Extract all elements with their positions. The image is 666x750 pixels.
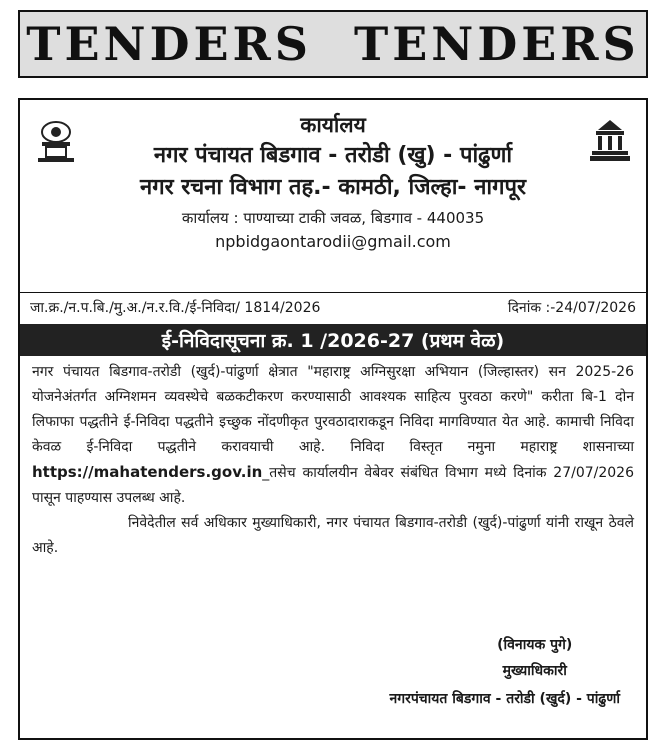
tender-portal-link: https://mahatenders.gov.in [32, 463, 263, 481]
signatory-office: नगरपंचायत बिडगाव - तरोडी (खुर्द) - पांढुर्णा [389, 691, 620, 707]
department-name: नगर रचना विभाग तह.- कामठी, जिल्हा- नागपूर [139, 175, 526, 200]
office-email: npbidgaontarodii@gmail.com [215, 232, 451, 251]
building-emblem-icon [586, 116, 634, 164]
notice-body [32, 360, 634, 561]
signature-block [389, 632, 620, 714]
paragraph-1-text: नगर पंचायत बिडगाव-तरोडी (खुर्द)-पांढुर्णा क्षेत्रात "महाराष्ट्र अग्निसुरक्षा अभियान (जिल्हास्तर) सन 2025-26 योजनेअंतर्गत अग्निशमन व्यवस्थेचे बळकटीकरण करण्यासाठी आवश्यक साहित्य पुरवठा करणे" करीता बि-1 दोन लिफाफा पद्धतीने ई-निविदा पद्धतीने इच्छुक नोंदणीकृत पुरवठादाराकडून निविदा मागविण्यात येत आहे. कामाची निविदा केवळ ई-निविदा पद्धतीने करावयाची आहे. निविदा विस्तृत नमुना महाराष्ट्र शासनाच्या [32, 364, 634, 455]
office-heading: कार्यालय [300, 113, 366, 137]
signatory-name: (विनायक पुगे) [497, 637, 573, 653]
reference-number: जा.क्र./न.प.बि./मु.अ./न.र.वि./ई-निविदा/ 1814/2026 [30, 300, 321, 316]
notice-paragraph-2: निवेदेतील सर्व अधिकार मुख्याधिकारी, नगर पंचायत बिडगाव-तरोडी (खुर्द)-पांढुर्णा यांनी राखून ठेवले आहे. [32, 515, 634, 556]
signatory-designation: मुख्याधिकारी [502, 663, 567, 679]
emblem-icon [32, 116, 80, 164]
banner-title: TENDERS TENDERS [26, 17, 640, 71]
notice-title: ई-निविदासूचना क्र. 1 /2026-27 (प्रथम वेळ) [161, 330, 505, 352]
paragraph-1-tail: _तसेच कार्यालयीन वेबेवर संबंधित विभाग मध्ये दिनांक 27/07/2026 पासून पाहण्यास उपलब्ध आहे. [32, 465, 634, 506]
notice-header [80, 110, 586, 254]
organization-name: नगर पंचायत बिडगाव - तरोडी (खु) - पांढुर्णा [153, 143, 513, 168]
notice-paragraph-1 [32, 360, 634, 511]
reference-row [20, 292, 646, 322]
office-address: कार्यालय : पाण्याच्या टाकी जवळ, बिडगाव - 440035 [181, 209, 485, 227]
tender-notice [18, 98, 648, 740]
notice-title-bar [20, 324, 646, 356]
notice-date: दिनांक :-24/07/2026 [507, 300, 636, 316]
tenders-banner [18, 10, 648, 78]
